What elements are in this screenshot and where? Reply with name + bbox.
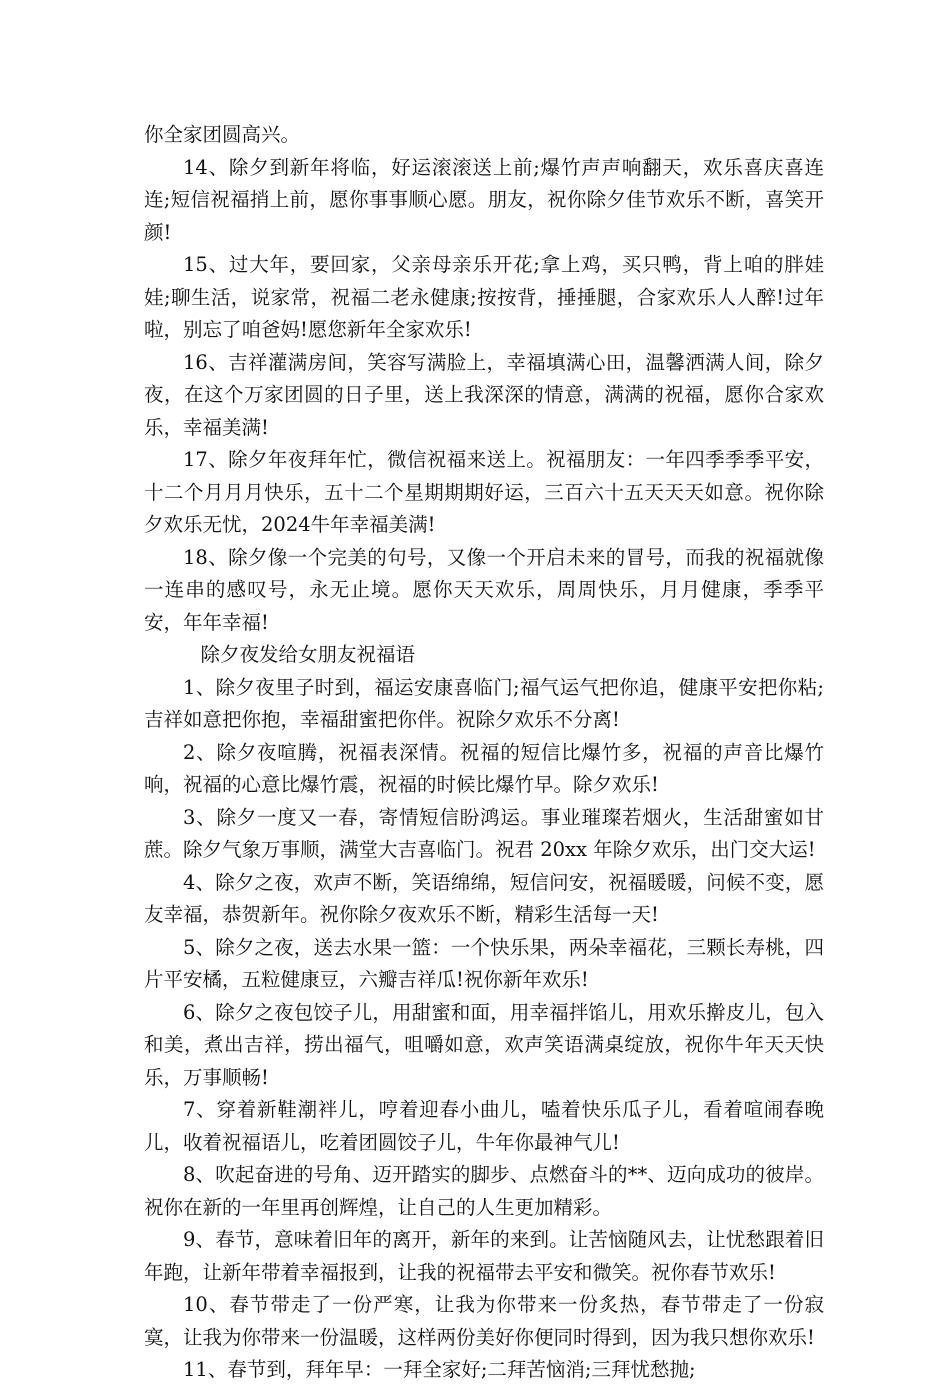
paragraph-14: 14、除夕到新年将临，好运滚滚送上前;爆竹声声响翻天，欢乐喜庆喜连连;短信祝福捎上前，愿你事事顺心愿。朋友，祝你除夕佳节欢乐不断，喜笑开颜!	[144, 155, 824, 244]
document-body	[144, 119, 824, 1387]
paragraph-3: 3、除夕一度又一春，寄情短信盼鸿运。事业璀璨若烟火，生活甜蜜如甘蔗。除夕气象万事顺，满堂大吉喜临门。祝君 20xx 年除夕欢乐，出门交大运!	[144, 805, 824, 861]
paragraph-17: 17、除夕年夜拜年忙，微信祝福来送上。祝福朋友：一年四季季季平安，十二个月月月快乐，五十二个星期期期好运，三百六十五天天天如意。祝你除夕欢乐无忧，2024牛年幸福美满!	[144, 448, 824, 536]
paragraph-10: 10、春节带走了一份严寒，让我为你带来一份炙热，春节带走了一份寂寞，让我为你带来一份温暖，这样两份美好你便同时得到，因为我只想你欢乐!	[144, 1293, 824, 1349]
paragraph-7: 7、穿着新鞋潮袢儿，哼着迎春小曲儿，嗑着快乐瓜子儿，看着喧闹春晚儿，收着祝福语儿，吃着团圆饺子儿，牛年你最神气儿!	[144, 1098, 824, 1154]
paragraph-4: 4、除夕之夜，欢声不断，笑语绵绵，短信问安，祝福暖暖，问候不变，愿友幸福，恭贺新年。祝你除夕夜欢乐不断，精彩生活每一天!	[144, 870, 824, 926]
paragraph-15: 15、过大年，要回家，父亲母亲乐开花;拿上鸡，买只鸭，背上咱的胖娃娃;聊生活，说家常，祝福二老永健康;按按背，捶捶腿，合家欢乐人人醉!过年啦，别忘了咱爸妈!愿您新年全家欢乐!	[144, 253, 824, 341]
paragraph-2: 2、除夕夜喧腾，祝福表深情。祝福的短信比爆竹多，祝福的声音比爆竹响，祝福的心意比爆竹震，祝福的时候比爆竹早。除夕欢乐!	[144, 740, 824, 796]
paragraph-8: 8、吹起奋进的号角、迈开踏实的脚步、点燃奋斗的**、迈向成功的彼岸。祝你在新的一年里再创辉煌，让自己的人生更加精彩。	[144, 1163, 824, 1219]
paragraph-16: 16、吉祥灌满房间，笑容写满脸上，幸福填满心田，温馨洒满人间，除夕夜，在这个万家团圆的日子里，送上我深深的情意，满满的祝福，愿你合家欢乐，幸福美满!	[144, 350, 824, 439]
paragraph-11: 11、春节到，拜年早：一拜全家好;二拜苦恼消;三拜忧愁抛;	[183, 1358, 696, 1381]
paragraph-6: 6、除夕之夜包饺子儿，用甜蜜和面，用幸福拌馅儿，用欢乐擀皮儿，包入和美，煮出吉祥，捞出福气，咀嚼如意，欢声笑语满桌绽放，祝你牛年天天快乐，万事顺畅!	[144, 1000, 824, 1089]
paragraph-9: 9、春节，意味着旧年的离开，新年的来到。让苦恼随风去，让忧愁跟着旧年跑，让新年带着幸福报到，让我的祝福带去平安和微笑。祝你春节欢乐!	[144, 1228, 824, 1284]
paragraph-1: 1、除夕夜里子时到，福运安康喜临门;福气运气把你追，健康平安把你粘;吉祥如意把你抱，幸福甜蜜把你伴。祝除夕欢乐不分离!	[144, 675, 824, 731]
paragraph-18: 18、除夕像一个完美的句号，又像一个开启未来的冒号，而我的祝福就像一连串的感叹号，永无止境。愿你天天欢乐，周周快乐，月月健康，季季平安，年年幸福!	[144, 545, 824, 634]
paragraph-continuation: 你全家团圆高兴。	[144, 123, 301, 146]
section-heading: 除夕夜发给女朋友祝福语	[200, 643, 416, 666]
paragraph-5: 5、除夕之夜，送去水果一篮：一个快乐果，两朵幸福花，三颗长寿桃，四片平安橘，五粒健康豆，六瓣吉祥瓜!祝你新年欢乐!	[144, 935, 824, 991]
